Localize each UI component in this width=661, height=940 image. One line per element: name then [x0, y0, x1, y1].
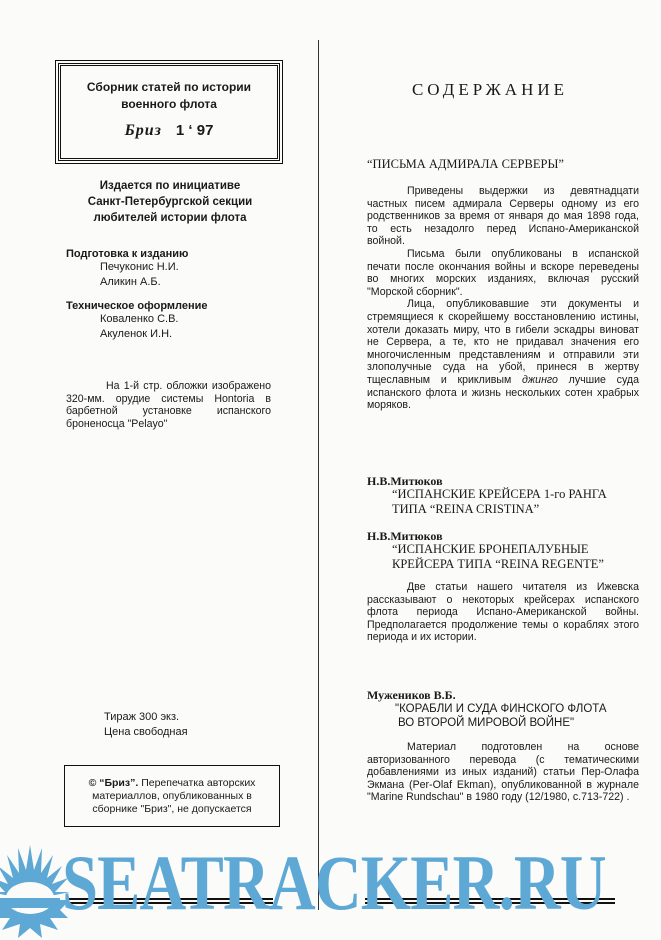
cover-note — [66, 380, 271, 430]
title-box — [58, 63, 280, 161]
issue-number: 1 ‘ 97 — [175, 122, 214, 139]
contents-heading: СОДЕРЖАНИЕ — [411, 80, 569, 99]
tech-label: Техническое оформление — [66, 300, 208, 312]
paragraph — [367, 298, 639, 411]
article-author: Мужеников В.Б. — [367, 688, 456, 702]
article-summary — [367, 185, 639, 412]
title-line: КРЕЙСЕРА ТИПА “REINA REGENTE” — [392, 557, 604, 571]
paragraph: Приведены выдержки из девятнадцати частных писем адмирала Серверы одному из его родственников за время от января до мая 1898 года, то есть незадолго перед Испано-Американской войной. — [367, 185, 639, 248]
column-divider — [318, 40, 319, 910]
copyright-text: Перепечатка авторских материаллов, опубликованных в сборнике "Бриз", не допускается — [92, 776, 256, 815]
title-line: "КОРАБЛИ И СУДА ФИНСКОГО ФЛОТА — [395, 703, 607, 715]
text: лучшие суда испанского флота и жизнь нескольких сотен храбрых моряков. — [367, 373, 639, 412]
issue-line — [61, 122, 277, 140]
paragraph: Письма были опубликованы в испанской печати после окончания войны и вскоре переведены во многих морских изданиях, включая русский "Морской сборник". — [367, 247, 639, 298]
title-line: “ИСПАНСКИЕ КРЕЙСЕРА 1-го РАНГА — [392, 487, 607, 501]
prep-label: Подготовка к изданию — [66, 248, 189, 260]
publisher-line: Издается по инициативе — [99, 180, 241, 192]
name: Печуконис Н.И. — [100, 261, 179, 273]
sun-logo-icon — [0, 840, 70, 940]
name: Акуленок И.Н. — [100, 328, 173, 340]
paragraph: Две статьи нашего читателя из Ижевска рассказывают о некоторых крейсерах испанского флота периода Испано-Американской войны. Предполагается продолжение темы о кораблях этого периода и их истории. — [367, 581, 639, 644]
circulation: Тираж 300 экз. — [104, 711, 180, 723]
print-info — [104, 710, 188, 740]
briz-logo: Бриз — [124, 122, 162, 139]
italic-text: джинго — [522, 373, 558, 386]
article-summary — [367, 581, 639, 644]
article-author: Н.В.Митюков — [367, 529, 443, 543]
text: Лица, опубликовавшие эти документы и стремящиеся к скорейшему восстановлению истины, хотели доказать миру, что в гибели эскадры виноват не Сервера, а те, кто не придавал значения его многочисленным представлениям и отправили эти злополучные суда на убой, принеся в жертву тщеславным и крикливым — [367, 298, 639, 386]
article-title — [392, 487, 607, 517]
title-line: военного флота — [121, 97, 217, 111]
title-line: ВО ВТОРОЙ МИРОВОЙ ВОЙНЕ" — [398, 717, 575, 729]
cover-note-text: На 1-й стр. обложки изображено 320-мм. орудие системы Hontoria в барбетной установке испанского броненосца "Pelayo" — [66, 380, 271, 430]
title-line: ТИПА “REINA CRISTINA” — [392, 502, 540, 516]
tech-names — [66, 312, 286, 342]
copyright-box — [64, 765, 280, 827]
article-summary — [367, 741, 639, 804]
publisher-line: Санкт-Петербургской секции — [87, 196, 253, 208]
article-title — [395, 702, 607, 730]
watermark: SEATRACKER.RU — [62, 839, 606, 926]
copyright-mark: © “Бриз”. — [88, 776, 139, 789]
title-line: “ИСПАНСКИЕ БРОНЕПАЛУБНЫЕ — [392, 542, 589, 556]
price: Цена свободная — [104, 726, 188, 738]
article-title — [392, 542, 604, 572]
paragraph: Материал подготовлен на основе авторизованного перевода (с тематическими добавлениями из иных изданий) статьи Пер-Олафа Экмана (Per-Olaf Ekman), опубликованной в журнале "Marine Rundschau" в 1980 году (12/1980, с.713-722) . — [367, 741, 639, 804]
article-author: Н.В.Митюков — [367, 474, 443, 488]
title-line: Сборник статей по истории — [86, 80, 252, 94]
publisher-line: любителей истории флота — [93, 212, 247, 224]
name: Аликин А.Б. — [100, 276, 161, 288]
prep-names — [66, 260, 286, 290]
credits — [66, 248, 286, 342]
collection-title — [61, 79, 277, 113]
publisher-note — [60, 178, 280, 226]
name: Коваленко С.В. — [100, 313, 179, 325]
article-title: “ПИСЬМА АДМИРАЛА СЕРВЕРЫ” — [367, 157, 564, 171]
